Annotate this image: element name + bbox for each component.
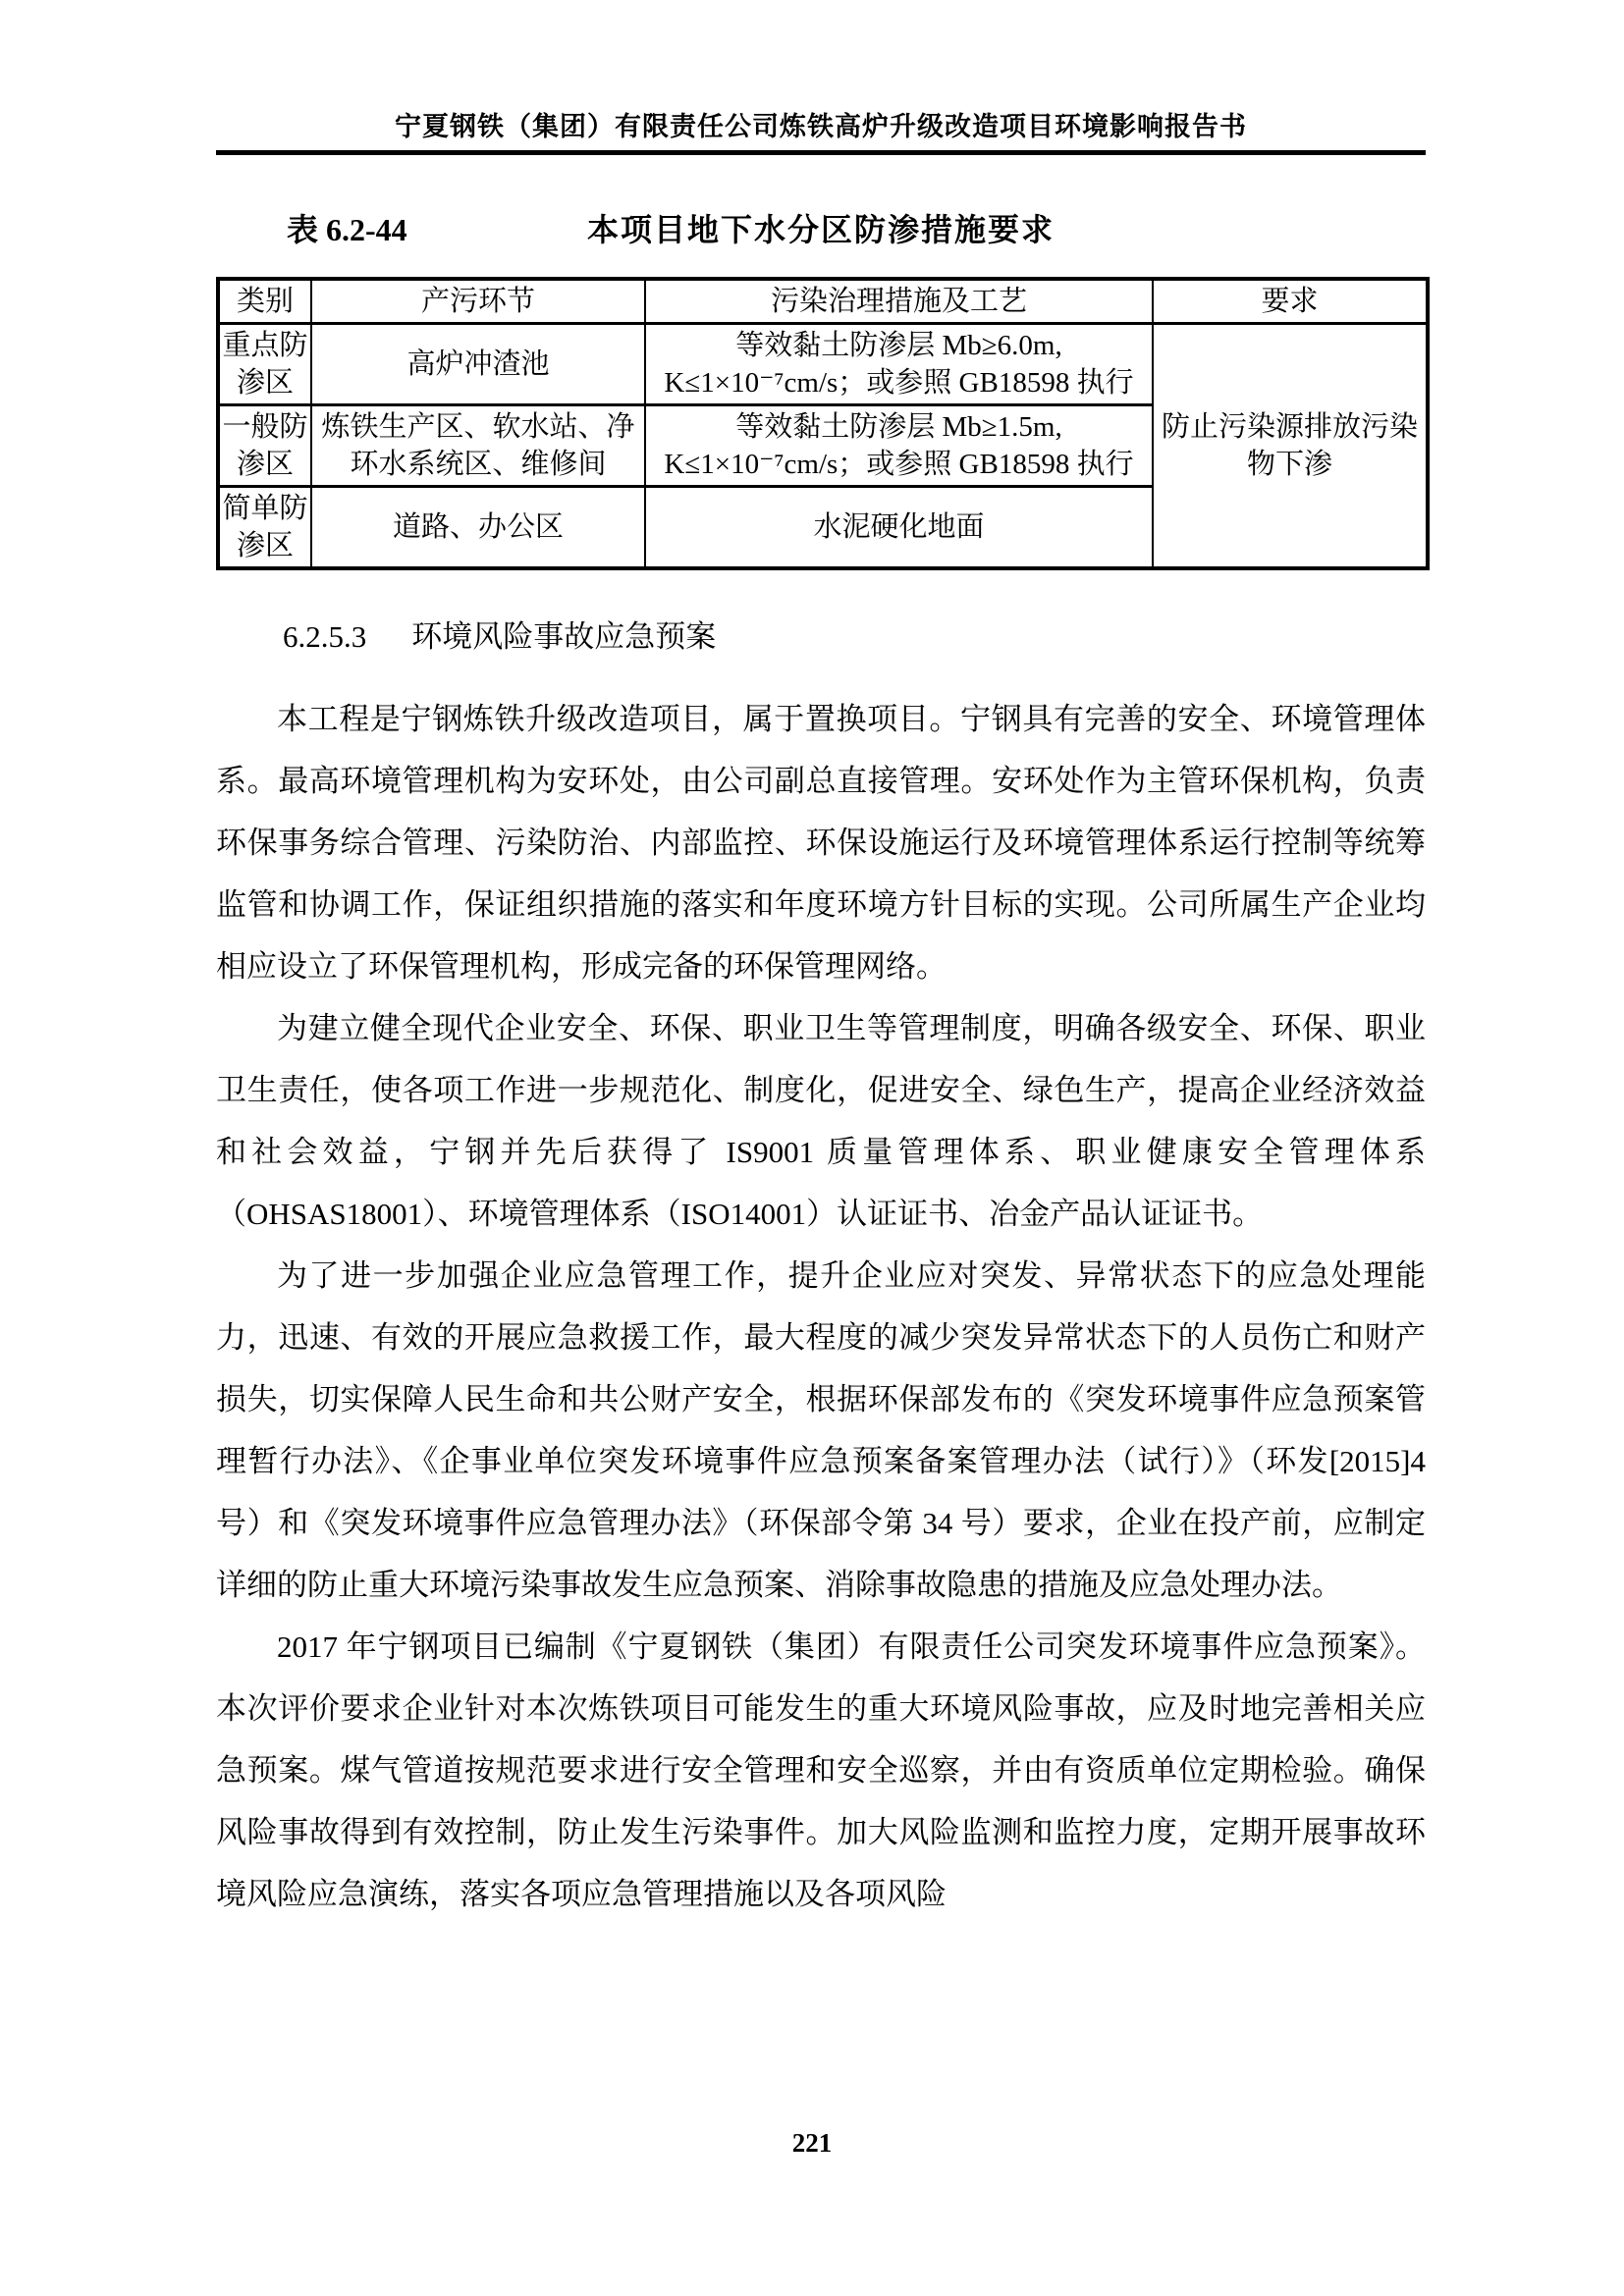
process-cell: 高炉冲渣池 xyxy=(311,324,645,405)
measure-cell xyxy=(645,405,1153,487)
column-header-measure: 污染治理措施及工艺 xyxy=(645,279,1153,324)
table-caption xyxy=(216,208,1426,251)
measure-line-2: K≤1×10⁻⁷cm/s；或参照 GB18598 执行 xyxy=(664,367,1134,399)
table-caption-label: 表 6.2-44 xyxy=(287,212,407,247)
table-row xyxy=(218,324,1428,405)
column-header-requirement: 要求 xyxy=(1153,279,1428,324)
header-rule xyxy=(216,150,1426,155)
column-header-process: 产污环节 xyxy=(311,279,645,324)
paragraph: 2017 年宁钢项目已编制《宁夏钢铁（集团）有限责任公司突发环境事件应急预案》。本次评价要求企业针对本次炼铁项目可能发生的重大环境风险事故，应及时地完善相关应急预案。煤气管道按规范要求进行安全管理和安全巡察，并由有资质单位定期检验。确保风险事故得到有效控制，防止发生污染事件。加大风险监测和监控力度，定期开展事故环境风险应急演练，落实各项应急管理措施以及各项风险 xyxy=(216,1629,1426,1911)
column-header-category: 类别 xyxy=(218,279,311,324)
process-cell: 炼铁生产区、软水站、净环水系统区、维修间 xyxy=(311,405,645,487)
paragraph: 为了进一步加强企业应急管理工作，提升企业应对突发、异常状态下的应急处理能力，迅速、有效的开展应急救援工作，最大程度的减少突发异常状态下的人员伤亡和财产损失，切实保障人民生命和共公财产安全，根据环保部发布的《突发环境事件应急预案管理暂行办法》、《企事业单位突发环境事件应急预案备案管理办法（试行）》（环发[2015]4 号）和《突发环境事件应急管理办法》（环保部令第 34 号）要求，企业在投产前，应制定详细的防止重大环境污染事故发生应急预案、消除事故隐患的措施及应急处理办法。 xyxy=(216,1258,1426,1602)
category-cell: 简单防渗区 xyxy=(218,487,311,569)
section-heading xyxy=(216,615,1426,659)
paragraph: 本工程是宁钢炼铁升级改造项目，属于置换项目。宁钢具有完善的安全、环境管理体系。最高环境管理机构为安环处，由公司副总直接管理。安环处作为主管环保机构，负责环保事务综合管理、污染防治、内部监控、环保设施运行及环境管理体系运行控制等统筹监管和协调工作，保证组织措施的落实和年度环境方针目标的实现。公司所属生产企业均相应设立了环保管理机构，形成完备的环保管理网络。 xyxy=(216,702,1426,984)
measure-cell: 水泥硬化地面 xyxy=(645,487,1153,569)
page-number: 221 xyxy=(791,2128,833,2158)
paragraph: 为建立健全现代企业安全、环保、职业卫生等管理制度，明确各级安全、环保、职业卫生责任，使各项工作进一步规范化、制度化，促进安全、绿色生产，提高企业经济效益和社会效益，宁钢并先后获得了 IS9001 质量管理体系、职业健康安全管理体系（OHSAS18001）、环境管理体系（ISO14001）认证证书、冶金产品认证证书。 xyxy=(216,1011,1426,1231)
section-title: 环境风险事故应急预案 xyxy=(411,619,717,654)
process-cell: 道路、办公区 xyxy=(311,487,645,569)
running-header-title: 宁夏钢铁（集团）有限责任公司炼铁高炉升级改造项目环境影响报告书 xyxy=(395,112,1247,141)
table-header-row xyxy=(218,279,1428,324)
measure-line-2: K≤1×10⁻⁷cm/s；或参照 GB18598 执行 xyxy=(664,449,1134,480)
seepage-measures-table xyxy=(216,277,1430,570)
measure-cell xyxy=(645,324,1153,405)
page-content xyxy=(216,0,1426,1925)
table-caption-title: 本项目地下水分区防渗措施要求 xyxy=(586,212,1055,247)
section-number: 6.2.5.3 xyxy=(283,619,367,654)
measure-line-1: 等效黏土防渗层 Mb≥6.0m, xyxy=(735,330,1062,361)
category-cell: 重点防渗区 xyxy=(218,324,311,405)
requirement-merged-cell: 防止污染源排放污染物下渗 xyxy=(1153,324,1428,569)
body-text xyxy=(216,688,1426,1925)
measure-line-1: 等效黏土防渗层 Mb≥1.5m, xyxy=(735,411,1062,443)
category-cell: 一般防渗区 xyxy=(218,405,311,487)
